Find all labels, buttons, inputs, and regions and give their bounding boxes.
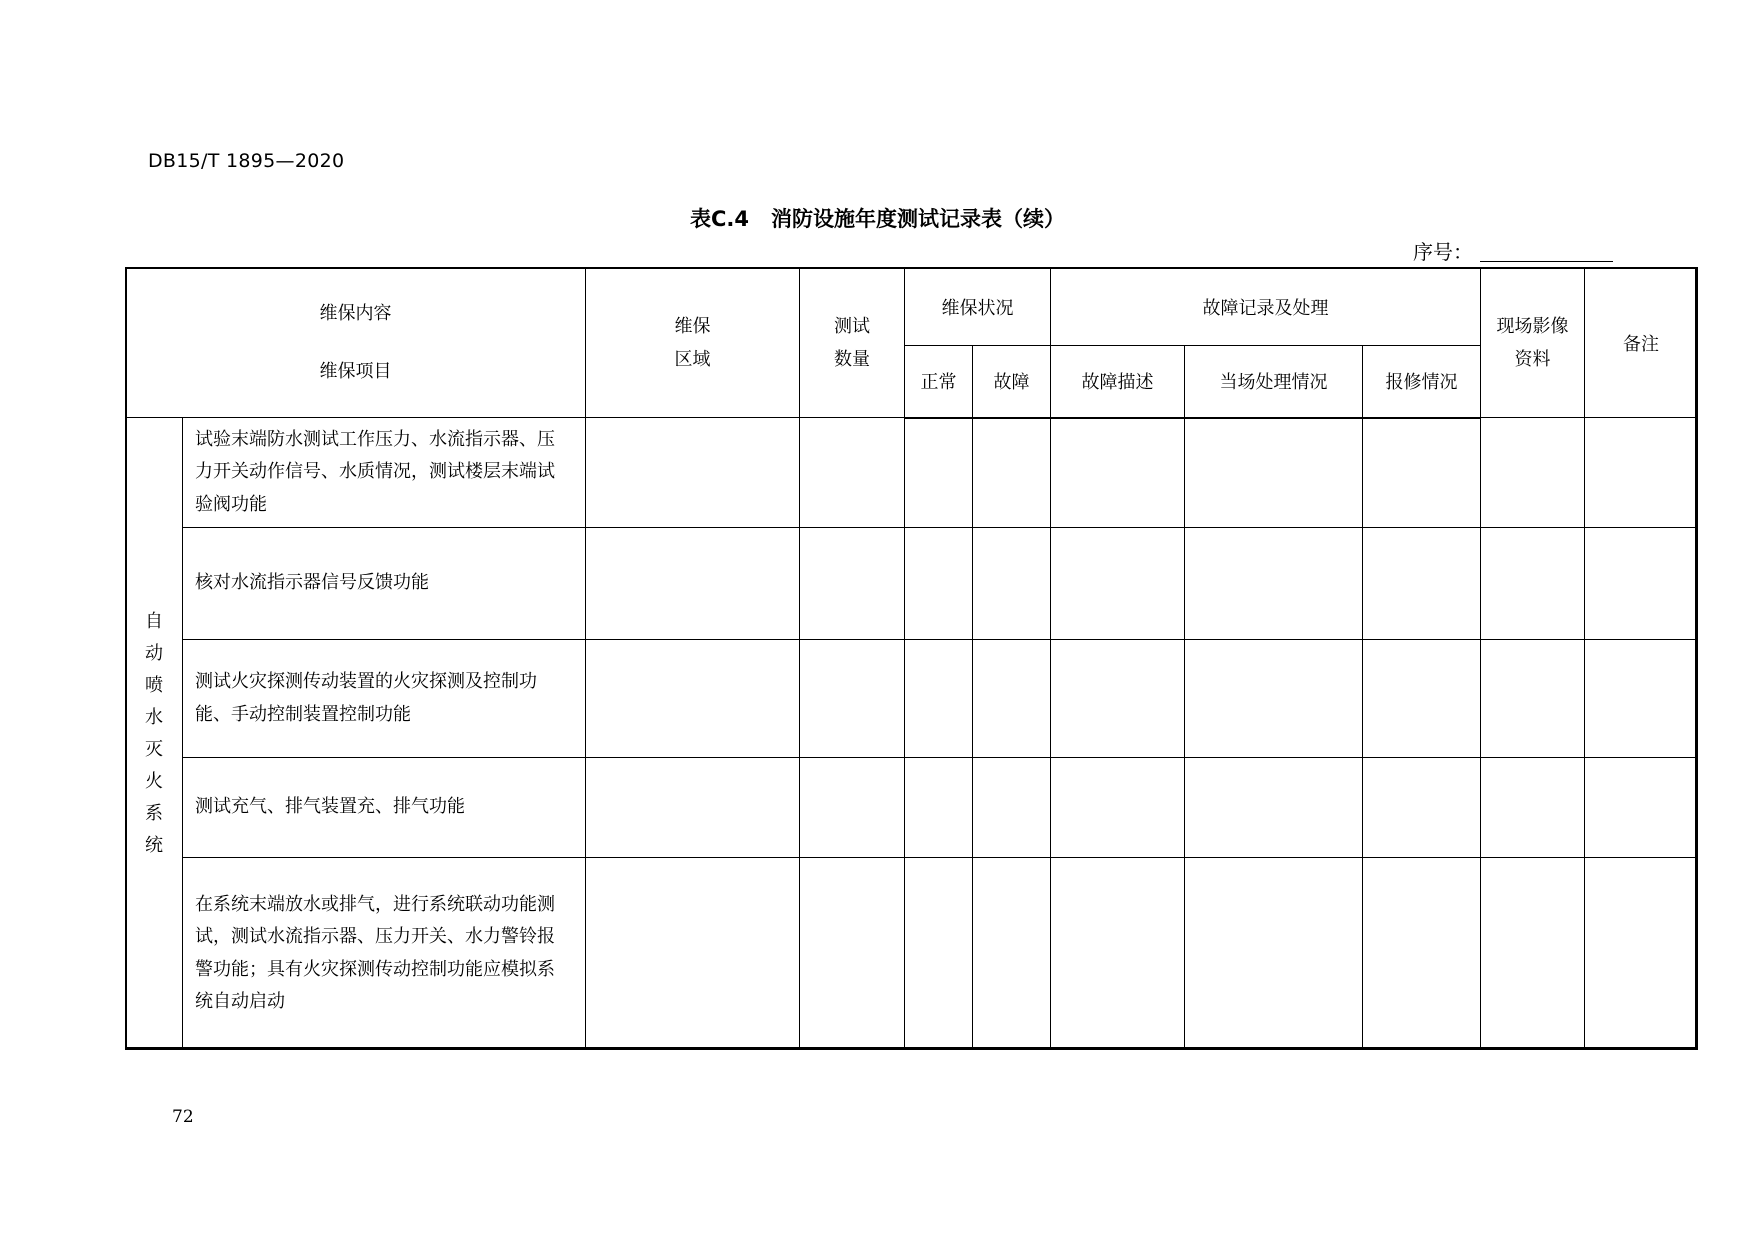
header-photo-line2: 资料	[1514, 348, 1551, 370]
header-item-label: 维保项目	[319, 360, 392, 382]
area-input-cell[interactable]	[586, 858, 800, 1050]
page-number: 72	[172, 1107, 194, 1127]
header-status-fault: 故障	[973, 346, 1051, 418]
normal-input-cell[interactable]	[905, 758, 973, 858]
system-name-cell	[126, 418, 183, 1050]
header-fault-record: 故障记录及处理	[1051, 268, 1481, 346]
quantity-input-cell[interactable]	[800, 758, 905, 858]
repair-input-cell[interactable]	[1363, 528, 1481, 640]
fault-input-cell[interactable]	[973, 418, 1051, 528]
item-text-line: 试验末端防水测试工作压力、水流指示器、压	[195, 428, 555, 450]
system-name-char: 喷	[145, 674, 163, 696]
maintenance-item-cell	[183, 418, 586, 528]
maintenance-item-cell	[183, 528, 586, 640]
photo-input-cell[interactable]	[1481, 758, 1585, 858]
table-number: 表C.4	[689, 207, 749, 231]
header-photo-line1: 现场影像	[1496, 315, 1569, 337]
normal-input-cell[interactable]	[905, 858, 973, 1050]
system-name-vertical	[144, 606, 164, 862]
fault-description-input-cell[interactable]	[1051, 418, 1185, 528]
quantity-input-cell[interactable]	[800, 858, 905, 1050]
repair-input-cell[interactable]	[1363, 758, 1481, 858]
header-fault-description: 故障描述	[1051, 346, 1185, 418]
serial-number-label: 序号：	[1413, 240, 1473, 264]
system-name-char: 系	[145, 802, 163, 824]
item-text-line: 测试火灾探测传动装置的火灾探测及控制功	[195, 671, 537, 692]
header-area-line1: 维保	[674, 315, 711, 337]
photo-input-cell[interactable]	[1481, 858, 1585, 1050]
onsite-handling-input-cell[interactable]	[1185, 858, 1363, 1050]
onsite-handling-input-cell[interactable]	[1185, 528, 1363, 640]
table-row	[126, 758, 1698, 858]
fault-description-input-cell[interactable]	[1051, 758, 1185, 858]
repair-input-cell[interactable]	[1363, 858, 1481, 1050]
area-input-cell[interactable]	[586, 758, 800, 858]
item-text-line: 验阀功能	[195, 493, 267, 515]
header-content-label: 维保内容	[319, 302, 392, 324]
onsite-handling-input-cell[interactable]	[1185, 418, 1363, 528]
header-row-1	[126, 268, 1698, 346]
fault-description-input-cell[interactable]	[1051, 528, 1185, 640]
fault-input-cell[interactable]	[973, 758, 1051, 858]
onsite-handling-input-cell[interactable]	[1185, 640, 1363, 758]
header-maintenance-status: 维保状况	[905, 268, 1051, 346]
header-area-line2: 区域	[674, 348, 711, 370]
remarks-input-cell[interactable]	[1585, 858, 1698, 1050]
photo-input-cell[interactable]	[1481, 418, 1585, 528]
table-row	[126, 640, 1698, 758]
header-test-qty-line1: 测试	[834, 315, 870, 337]
remarks-input-cell[interactable]	[1585, 640, 1698, 758]
maintenance-item-cell	[183, 858, 586, 1050]
fault-description-input-cell[interactable]	[1051, 858, 1185, 1050]
maintenance-item-cell	[183, 640, 586, 758]
fault-input-cell[interactable]	[973, 528, 1051, 640]
repair-input-cell[interactable]	[1363, 640, 1481, 758]
item-text-line: 核对水流指示器信号反馈功能	[195, 572, 429, 594]
system-name-char: 火	[145, 770, 163, 792]
item-text-line: 统自动启动	[195, 991, 285, 1012]
photo-input-cell[interactable]	[1481, 640, 1585, 758]
item-text-line: 在系统末端放水或排气，进行系统联动功能测	[195, 893, 555, 915]
header-photo-material	[1481, 268, 1585, 418]
remarks-input-cell[interactable]	[1585, 418, 1698, 528]
normal-input-cell[interactable]	[905, 640, 973, 758]
fault-description-input-cell[interactable]	[1051, 640, 1185, 758]
test-record-table	[125, 267, 1698, 1050]
item-text-line: 能、手动控制装置控制功能	[195, 703, 411, 725]
quantity-input-cell[interactable]	[800, 640, 905, 758]
item-text-line: 力开关动作信号、水质情况，测试楼层末端试	[195, 461, 555, 483]
item-text-line: 测试充气、排气装置充、排气功能	[195, 796, 465, 818]
quantity-input-cell[interactable]	[800, 528, 905, 640]
quantity-input-cell[interactable]	[800, 418, 905, 528]
system-name-char: 水	[145, 706, 163, 728]
header-test-quantity	[800, 268, 905, 418]
table-row	[126, 418, 1698, 528]
remarks-input-cell[interactable]	[1585, 528, 1698, 640]
area-input-cell[interactable]	[586, 528, 800, 640]
area-input-cell[interactable]	[586, 418, 800, 528]
onsite-handling-input-cell[interactable]	[1185, 758, 1363, 858]
table-row	[126, 528, 1698, 640]
table-title	[0, 203, 1755, 233]
header-status-normal: 正常	[905, 346, 973, 418]
table-row	[126, 858, 1698, 1050]
system-name-char: 自	[145, 610, 163, 632]
remarks-input-cell[interactable]	[1585, 758, 1698, 858]
normal-input-cell[interactable]	[905, 528, 973, 640]
area-input-cell[interactable]	[586, 640, 800, 758]
header-test-qty-line2: 数量	[834, 348, 870, 370]
system-name-char: 动	[145, 642, 163, 664]
item-text-line: 试，测试水流指示器、压力开关、水力警铃报	[195, 926, 555, 947]
fault-input-cell[interactable]	[973, 858, 1051, 1050]
normal-input-cell[interactable]	[905, 418, 973, 528]
header-onsite-handling: 当场处理情况	[1185, 346, 1363, 418]
system-name-char: 灭	[145, 738, 163, 760]
repair-input-cell[interactable]	[1363, 418, 1481, 528]
header-maintenance-content	[126, 268, 586, 418]
fault-input-cell[interactable]	[973, 640, 1051, 758]
header-maintenance-area	[586, 268, 800, 418]
serial-number-blank[interactable]	[1480, 261, 1613, 262]
header-remarks: 备注	[1585, 268, 1698, 418]
table-title-text: 消防设施年度测试记录表（续）	[771, 207, 1065, 231]
maintenance-item-cell	[183, 758, 586, 858]
item-text-line: 警功能；具有火灾探测传动控制功能应模拟系	[195, 958, 555, 980]
system-name-char: 统	[145, 834, 163, 856]
document-code: DB15/T 1895—2020	[148, 150, 345, 172]
photo-input-cell[interactable]	[1481, 528, 1585, 640]
header-repair-report: 报修情况	[1363, 346, 1481, 418]
